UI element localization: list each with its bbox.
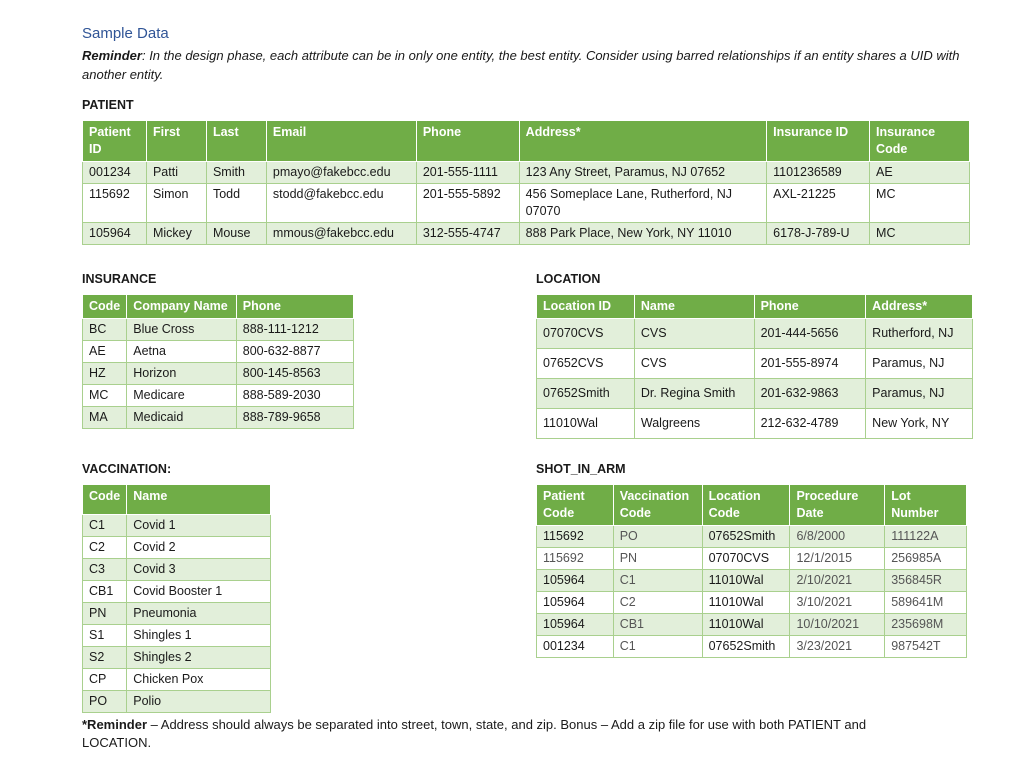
- shot-cell: PN: [613, 548, 702, 570]
- insurance-row: [83, 363, 354, 385]
- shot-cell: 987542T: [885, 636, 967, 658]
- vaccination-cell: Polio: [127, 691, 271, 713]
- shot-in-arm-table: [536, 484, 967, 658]
- location-cell: 201-632-9863: [754, 379, 866, 409]
- shot-header-cell: Vaccination Code: [613, 485, 702, 526]
- shot-header-cell: Procedure Date: [790, 485, 885, 526]
- insurance-header-cell: Company Name: [127, 295, 237, 319]
- shot-cell: 356845R: [885, 570, 967, 592]
- insurance-cell: Medicare: [127, 385, 237, 407]
- patient-header-cell: Insurance ID: [767, 121, 870, 162]
- reminder-lead: Reminder: [82, 48, 142, 63]
- vaccination-cell: CB1: [83, 581, 127, 603]
- insurance-table: [82, 294, 354, 429]
- insurance-cell: Medicaid: [127, 407, 237, 429]
- shot-cell: 115692: [537, 526, 614, 548]
- vaccination-cell: Covid 1: [127, 515, 271, 537]
- shot-row: [537, 636, 967, 658]
- patient-cell: 201-555-5892: [416, 184, 519, 223]
- insurance-cell: AE: [83, 341, 127, 363]
- location-header-row: [537, 295, 973, 319]
- shot-cell: 589641M: [885, 592, 967, 614]
- insurance-row: [83, 385, 354, 407]
- shot-cell: 3/10/2021: [790, 592, 885, 614]
- shot-header-cell: Patient Code: [537, 485, 614, 526]
- insurance-cell: 800-145-8563: [236, 363, 353, 385]
- insurance-header-row: [83, 295, 354, 319]
- vaccination-cell: S1: [83, 625, 127, 647]
- vaccination-row: [83, 559, 271, 581]
- shot-row: [537, 614, 967, 636]
- insurance-cell: 888-589-2030: [236, 385, 353, 407]
- patient-header-cell: Insurance Code: [870, 121, 970, 162]
- location-cell: 07652CVS: [537, 349, 635, 379]
- location-row: [537, 409, 973, 439]
- location-table: [536, 294, 973, 439]
- patient-cell: 001234: [83, 162, 147, 184]
- vaccination-label: VACCINATION:: [82, 462, 172, 476]
- insurance-cell: 800-632-8877: [236, 341, 353, 363]
- patient-cell: Patti: [146, 162, 206, 184]
- shot-cell: 07070CVS: [702, 548, 790, 570]
- location-cell: CVS: [634, 349, 754, 379]
- vaccination-header-cell: Code: [83, 485, 127, 515]
- location-label: LOCATION: [536, 272, 601, 286]
- location-cell: 11010Wal: [537, 409, 635, 439]
- vaccination-header-row: [83, 485, 271, 515]
- patient-cell: mmous@fakebcc.edu: [266, 223, 416, 245]
- shot-cell: 105964: [537, 592, 614, 614]
- shot-header-cell: Lot Number: [885, 485, 967, 526]
- patient-header-cell: Last: [206, 121, 266, 162]
- patient-cell: Smith: [206, 162, 266, 184]
- patient-cell: 123 Any Street, Paramus, NJ 07652: [519, 162, 766, 184]
- vaccination-row: [83, 691, 271, 713]
- shot-cell: 105964: [537, 570, 614, 592]
- patient-label: PATIENT: [82, 98, 134, 112]
- shot-cell: 07652Smith: [702, 636, 790, 658]
- reminder-note: [82, 46, 962, 84]
- location-cell: 07070CVS: [537, 319, 635, 349]
- vaccination-cell: PN: [83, 603, 127, 625]
- patient-header-cell: Address*: [519, 121, 766, 162]
- shot-row: [537, 548, 967, 570]
- shot-cell: PO: [613, 526, 702, 548]
- patient-cell: 1101236589: [767, 162, 870, 184]
- patient-cell: 888 Park Place, New York, NY 11010: [519, 223, 766, 245]
- shot-cell: 11010Wal: [702, 570, 790, 592]
- vaccination-cell: Shingles 2: [127, 647, 271, 669]
- shot-cell: 11010Wal: [702, 592, 790, 614]
- location-cell: 212-632-4789: [754, 409, 866, 439]
- vaccination-row: [83, 581, 271, 603]
- vaccination-row: [83, 669, 271, 691]
- patient-cell: Mickey: [146, 223, 206, 245]
- location-cell: Rutherford, NJ: [866, 319, 973, 349]
- vaccination-row: [83, 537, 271, 559]
- shot-in-arm-label: SHOT_IN_ARM: [536, 462, 626, 476]
- vaccination-cell: Covid 2: [127, 537, 271, 559]
- patient-cell: stodd@fakebcc.edu: [266, 184, 416, 223]
- footer-lead: *Reminder: [82, 717, 148, 732]
- vaccination-row: [83, 647, 271, 669]
- location-row: [537, 349, 973, 379]
- insurance-cell: Blue Cross: [127, 319, 237, 341]
- shot-cell: 11010Wal: [702, 614, 790, 636]
- location-cell: Walgreens: [634, 409, 754, 439]
- patient-cell: 6178-J-789-U: [767, 223, 870, 245]
- patient-row: [83, 162, 970, 184]
- vaccination-cell: C3: [83, 559, 127, 581]
- patient-cell: Mouse: [206, 223, 266, 245]
- reminder-text: : In the design phase, each attribute can be in only one entity, the best entity. Consider using barred relationships if an entity shares a UID with another entity.: [82, 48, 960, 82]
- vaccination-cell: C2: [83, 537, 127, 559]
- shot-cell: 105964: [537, 614, 614, 636]
- location-cell: Paramus, NJ: [866, 379, 973, 409]
- shot-cell: 2/10/2021: [790, 570, 885, 592]
- vaccination-header-cell: Name: [127, 485, 271, 515]
- footer-reminder: [82, 716, 902, 752]
- vaccination-row: [83, 625, 271, 647]
- shot-cell: 07652Smith: [702, 526, 790, 548]
- shot-row: [537, 526, 967, 548]
- footer-text: – Address should always be separated into street, town, state, and zip. Bonus – Add a zip file for use with both PATIENT and LOCATION.: [82, 717, 867, 750]
- patient-cell: pmayo@fakebcc.edu: [266, 162, 416, 184]
- shot-cell: 12/1/2015: [790, 548, 885, 570]
- insurance-cell: MA: [83, 407, 127, 429]
- insurance-cell: 888-789-9658: [236, 407, 353, 429]
- vaccination-row: [83, 515, 271, 537]
- shot-cell: C1: [613, 636, 702, 658]
- insurance-cell: BC: [83, 319, 127, 341]
- insurance-header-cell: Phone: [236, 295, 353, 319]
- location-header-cell: Name: [634, 295, 754, 319]
- insurance-label: INSURANCE: [82, 272, 157, 286]
- insurance-cell: Aetna: [127, 341, 237, 363]
- patient-cell: 105964: [83, 223, 147, 245]
- shot-row: [537, 592, 967, 614]
- location-header-cell: Phone: [754, 295, 866, 319]
- insurance-row: [83, 341, 354, 363]
- insurance-row: [83, 407, 354, 429]
- shot-cell: 001234: [537, 636, 614, 658]
- vaccination-cell: Chicken Pox: [127, 669, 271, 691]
- shot-cell: 235698M: [885, 614, 967, 636]
- location-cell: Dr. Regina Smith: [634, 379, 754, 409]
- location-cell: 201-555-8974: [754, 349, 866, 379]
- vaccination-cell: Pneumonia: [127, 603, 271, 625]
- insurance-cell: Horizon: [127, 363, 237, 385]
- vaccination-cell: Shingles 1: [127, 625, 271, 647]
- patient-header-cell: First: [146, 121, 206, 162]
- insurance-cell: HZ: [83, 363, 127, 385]
- vaccination-row: [83, 603, 271, 625]
- patient-cell: 456 Someplace Lane, Rutherford, NJ 07070: [519, 184, 766, 223]
- vaccination-cell: CP: [83, 669, 127, 691]
- vaccination-table: [82, 484, 271, 713]
- patient-header-cell: Email: [266, 121, 416, 162]
- patient-row: [83, 184, 970, 223]
- patient-cell: Simon: [146, 184, 206, 223]
- location-cell: New York, NY: [866, 409, 973, 439]
- vaccination-cell: PO: [83, 691, 127, 713]
- shot-cell: 3/23/2021: [790, 636, 885, 658]
- patient-cell: AE: [870, 162, 970, 184]
- patient-cell: MC: [870, 223, 970, 245]
- patient-header-cell: Phone: [416, 121, 519, 162]
- shot-header-row: [537, 485, 967, 526]
- patient-cell: 115692: [83, 184, 147, 223]
- vaccination-cell: Covid 3: [127, 559, 271, 581]
- patient-cell: 201-555-1111: [416, 162, 519, 184]
- patient-cell: MC: [870, 184, 970, 223]
- vaccination-cell: C1: [83, 515, 127, 537]
- shot-cell: 6/8/2000: [790, 526, 885, 548]
- shot-cell: 256985A: [885, 548, 967, 570]
- location-cell: 201-444-5656: [754, 319, 866, 349]
- shot-cell: C2: [613, 592, 702, 614]
- location-cell: CVS: [634, 319, 754, 349]
- insurance-cell: 888-111-1212: [236, 319, 353, 341]
- insurance-header-cell: Code: [83, 295, 127, 319]
- location-cell: Paramus, NJ: [866, 349, 973, 379]
- patient-cell: Todd: [206, 184, 266, 223]
- page-title: Sample Data: [82, 25, 169, 42]
- vaccination-cell: S2: [83, 647, 127, 669]
- location-row: [537, 319, 973, 349]
- location-cell: 07652Smith: [537, 379, 635, 409]
- vaccination-cell: Covid Booster 1: [127, 581, 271, 603]
- shot-row: [537, 570, 967, 592]
- patient-header-cell: Patient ID: [83, 121, 147, 162]
- insurance-row: [83, 319, 354, 341]
- shot-cell: C1: [613, 570, 702, 592]
- shot-cell: 115692: [537, 548, 614, 570]
- shot-header-cell: Location Code: [702, 485, 790, 526]
- patient-table: [82, 120, 970, 245]
- shot-cell: 10/10/2021: [790, 614, 885, 636]
- shot-cell: 111122A: [885, 526, 967, 548]
- patient-cell: 312-555-4747: [416, 223, 519, 245]
- location-header-cell: Address*: [866, 295, 973, 319]
- shot-cell: CB1: [613, 614, 702, 636]
- patient-header-row: [83, 121, 970, 162]
- location-header-cell: Location ID: [537, 295, 635, 319]
- location-row: [537, 379, 973, 409]
- patient-row: [83, 223, 970, 245]
- insurance-cell: MC: [83, 385, 127, 407]
- patient-cell: AXL-21225: [767, 184, 870, 223]
